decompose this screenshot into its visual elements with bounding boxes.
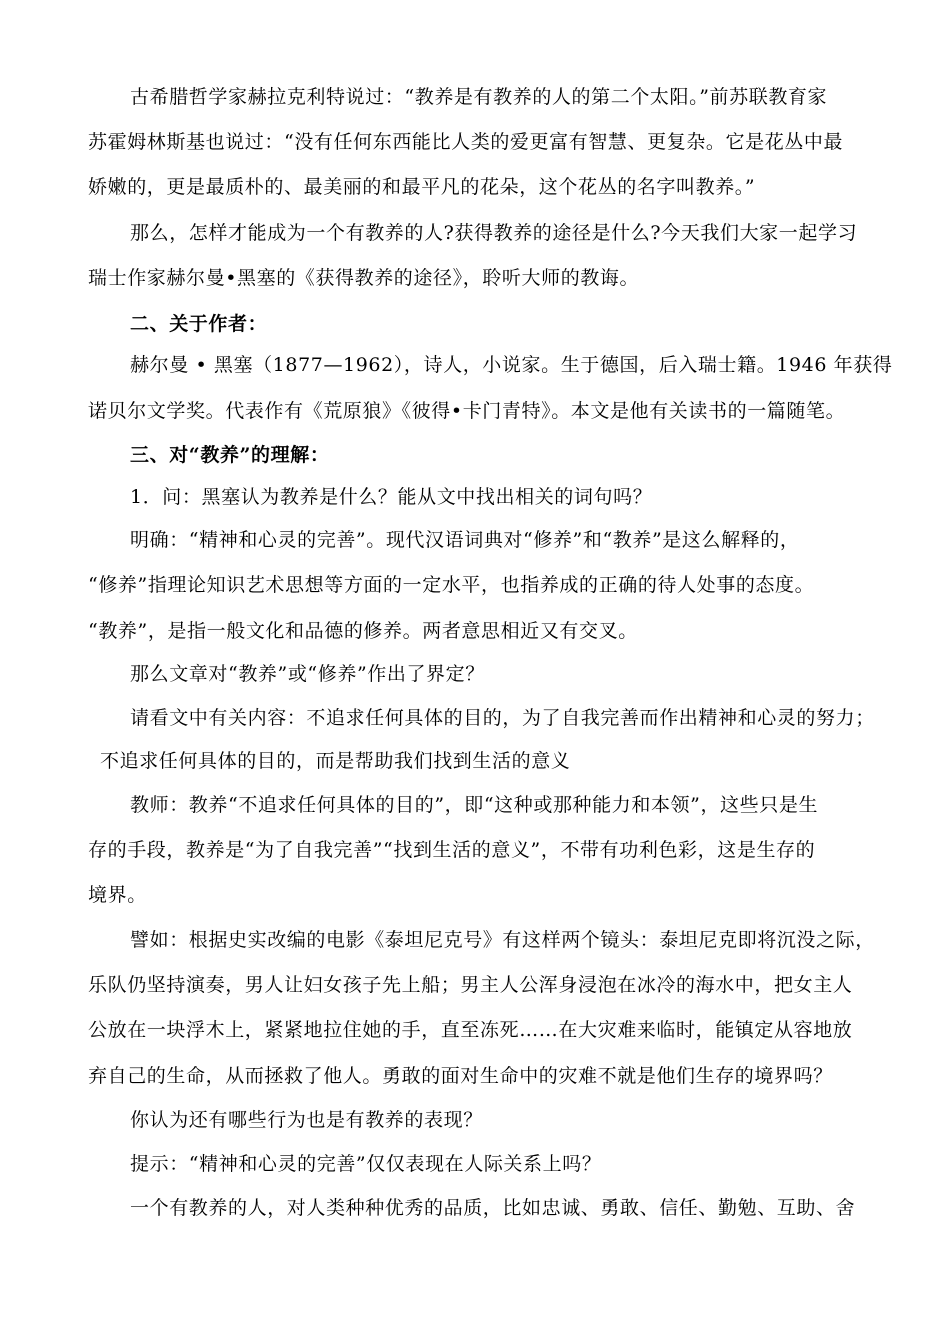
paragraph-line: 那么，怎样才能成为一个有教养的人?获得教养的途径是什么?今天我们大家一起学习 bbox=[130, 222, 858, 244]
paragraph-line: 弃自己的生命，从而拯救了他人。勇敢的面对生命中的灾难不就是他们生存的境界吗？ bbox=[88, 1065, 833, 1087]
paragraph-line: 请看文中有关内容：不追求任何具体的目的，为了自我完善而作出精神和心灵的努力； bbox=[130, 707, 875, 729]
paragraph-line: 苏霍姆林斯基也说过：“没有任何东西能比人类的爱更富有智慧、更复杂。它是花丛中最 bbox=[88, 131, 844, 153]
paragraph-line: 你认为还有哪些行为也是有教养的表现？ bbox=[130, 1109, 483, 1131]
section-heading: 三、对“教养”的理解： bbox=[130, 444, 330, 466]
paragraph-line: 瑞士作家赫尔曼•黑塞的《获得教养的途径》，聆听大师的教诲。 bbox=[88, 267, 640, 289]
paragraph-line: 明确：“精神和心灵的完善”。现代汉语词典对“修养”和“教养”是这么解释的， bbox=[130, 529, 800, 551]
paragraph-line: 乐队仍坚持演奏，男人让妇女孩子先上船；男主人公浑身浸泡在冰冷的海水中，把女主人 bbox=[88, 974, 853, 996]
paragraph-line: 不追求任何具体的目的，而是帮助我们找到生活的意义 bbox=[100, 750, 571, 772]
paragraph-line: 公放在一块浮木上，紧紧地拉住她的手，直至冻死……在大灾难来临时，能镇定从容地放 bbox=[88, 1019, 853, 1041]
paragraph-line: 诺贝尔文学奖。代表作有《荒原狼》《彼得•卡门青特》。本文是他有关读书的一篇随笔。 bbox=[88, 400, 846, 422]
section-heading: 二、关于作者： bbox=[130, 313, 268, 335]
paragraph-line: 提示：“精神和心灵的完善”仅仅表现在人际关系上吗？ bbox=[130, 1153, 602, 1175]
paragraph-line: 存的手段，教养是“为了自我完善”“找到生活的意义”，不带有功利色彩，这是生存的 bbox=[88, 839, 816, 861]
paragraph-line: 1．问：黑塞认为教养是什么？能从文中找出相关的词句吗？ bbox=[130, 486, 653, 508]
paragraph-line: “修养”指理论知识艺术思想等方面的一定水平，也指养成的正确的待人处事的态度。 bbox=[88, 574, 815, 596]
paragraph-line: 赫尔曼 • 黑塞（1877—1962），诗人，小说家。生于德国，后入瑞士籍。1946 年获得 bbox=[130, 354, 893, 376]
paragraph-line: 古希腊哲学家赫拉克利特说过：“教养是有教养的人的第二个太阳。”前苏联教育家 bbox=[130, 86, 828, 108]
paragraph-line: 境界。 bbox=[88, 884, 147, 906]
paragraph-line: 那么文章对“教养”或“修养”作出了界定？ bbox=[130, 663, 485, 685]
paragraph-line: 譬如：根据史实改编的电影《泰坦尼克号》有这样两个镜头：泰坦尼克即将沉没之际， bbox=[130, 929, 875, 951]
paragraph-line: 一个有教养的人，对人类种种优秀的品质，比如忠诚、勇敢、信任、勤勉、互助、舍 bbox=[130, 1197, 856, 1219]
paragraph-line: 娇嫩的，更是最质朴的、最美丽的和最平凡的花朵，这个花丛的名字叫教养。” bbox=[88, 176, 756, 198]
paragraph-line: “教养”，是指一般文化和品德的修养。两者意思相近又有交叉。 bbox=[88, 620, 638, 642]
paragraph-line: 教师：教养“不追求任何具体的目的”，即“这种或那种能力和本领”，这些只是生 bbox=[130, 794, 819, 816]
